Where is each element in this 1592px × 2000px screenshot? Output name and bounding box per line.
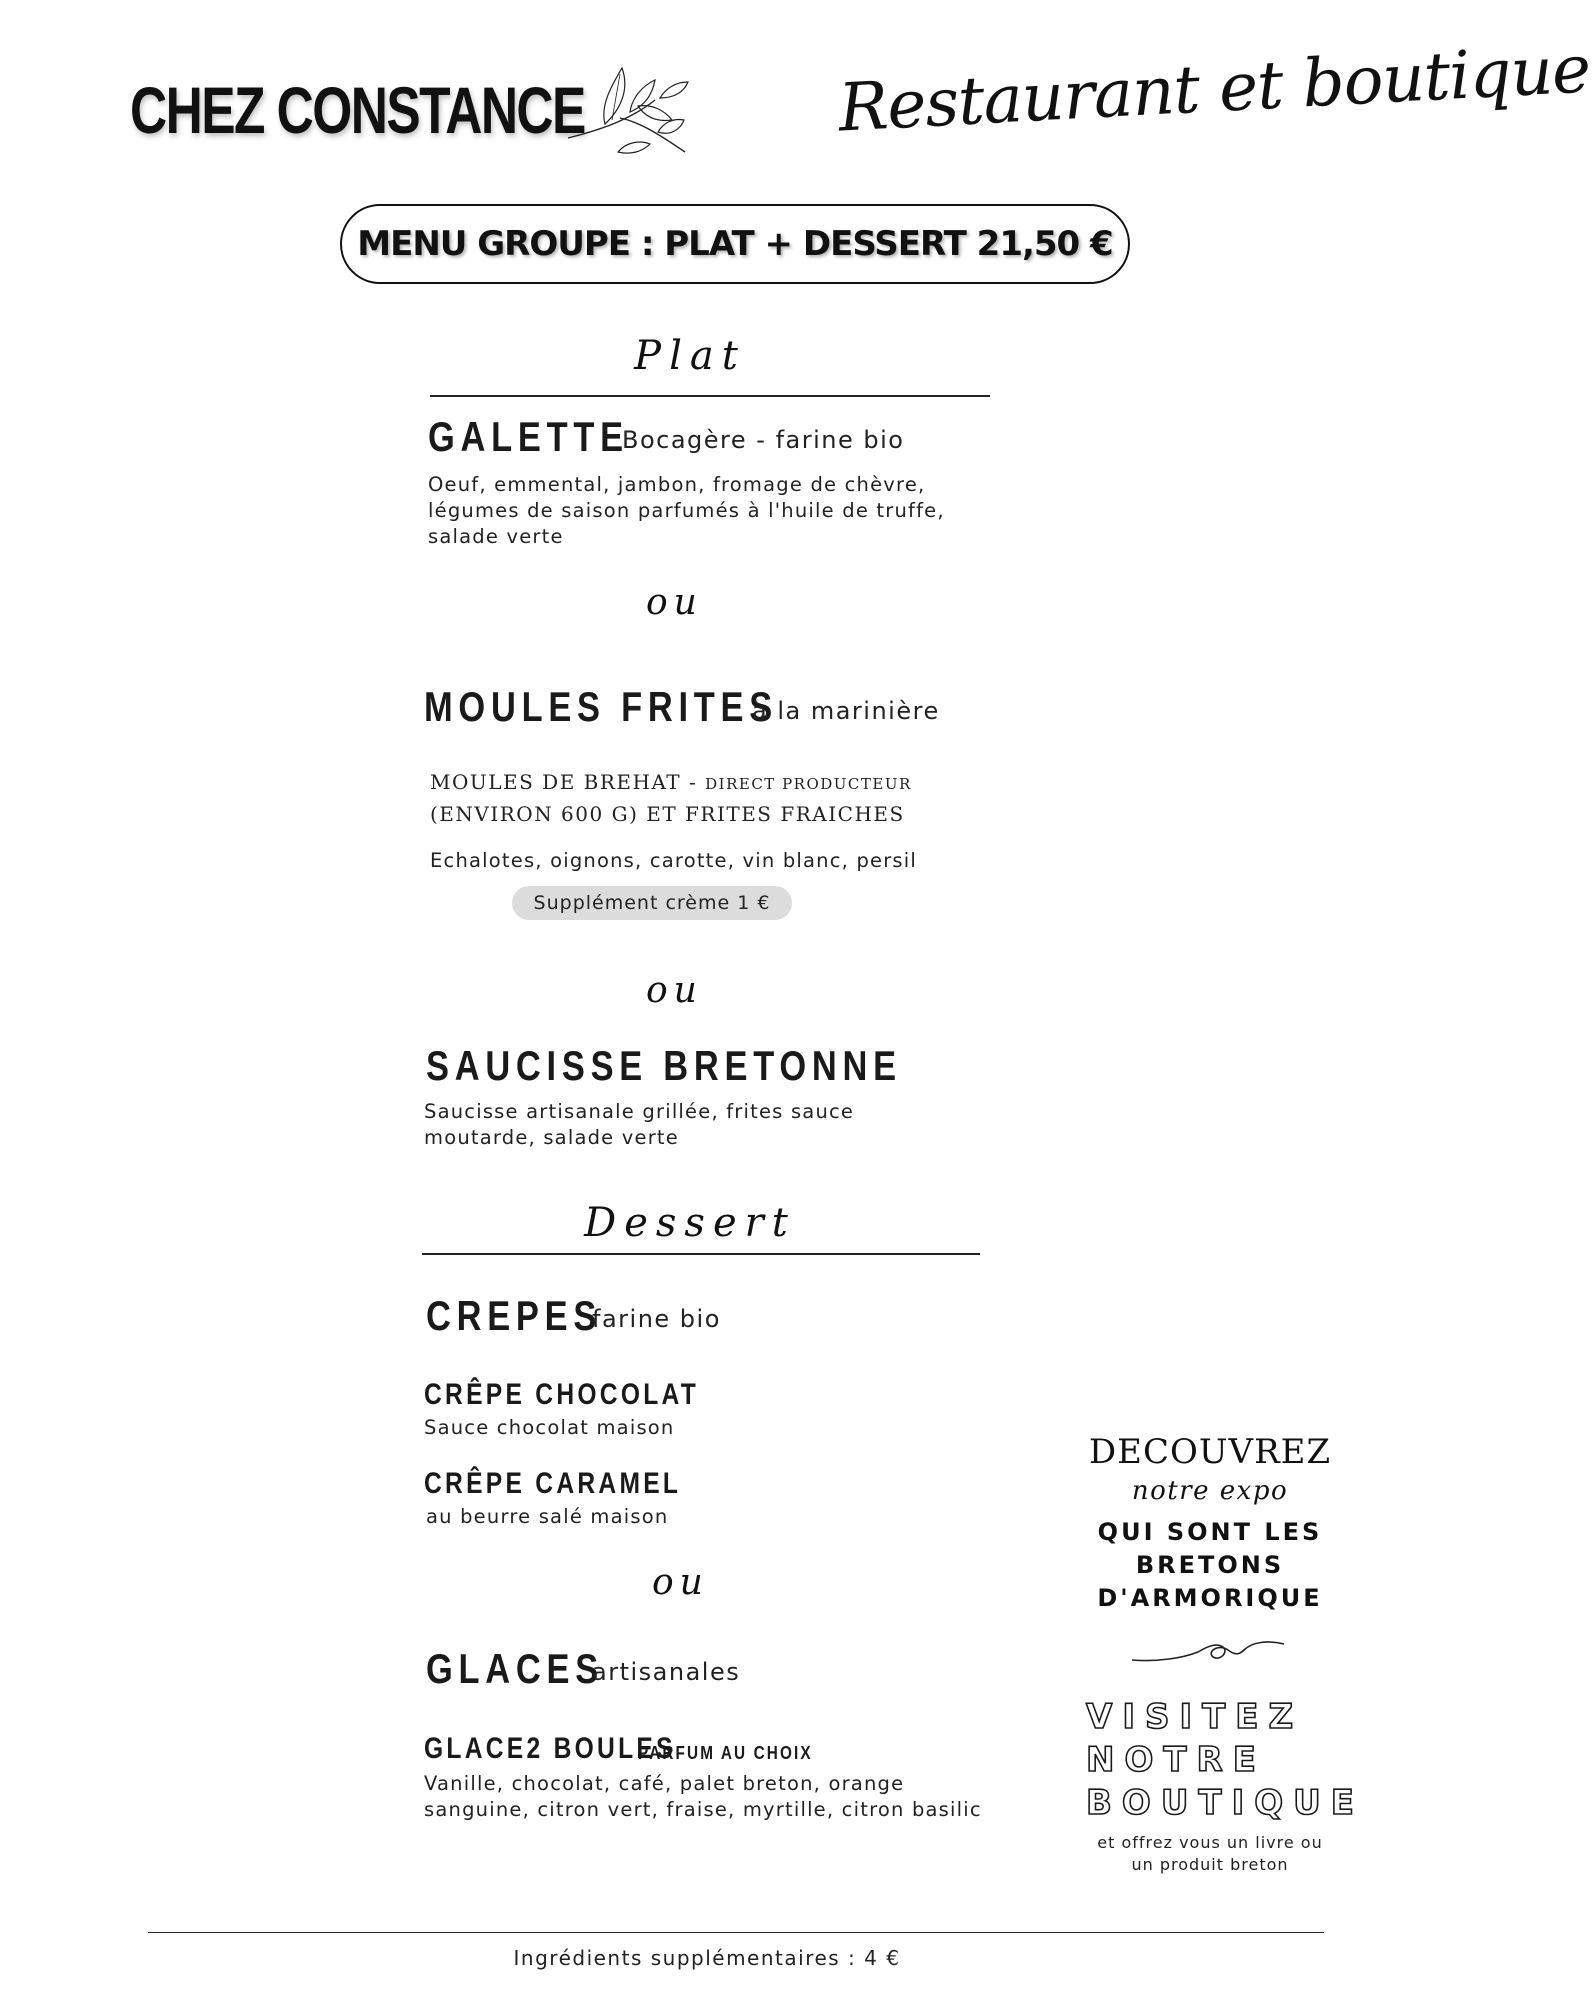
crepe-item-desc: Sauce chocolat maison (424, 1416, 675, 1439)
crepe-item-desc: au beurre salé maison (426, 1505, 669, 1528)
brand-title: CHEZ CONSTANCE (130, 73, 585, 147)
dish-title-galette: GALETTE (428, 413, 629, 460)
divider (422, 1253, 980, 1255)
footer-divider (148, 1932, 1324, 1933)
dish-title-moules: MOULES FRITES (424, 683, 778, 730)
boutique-callout (1086, 1696, 1364, 1825)
dish-title-crepes: CREPES (426, 1292, 603, 1339)
glace-item-note: PARFUM AU CHOIX (638, 1743, 813, 1763)
flourish-icon (1128, 1632, 1288, 1672)
section-heading-plat: Plat (634, 333, 746, 379)
restaurant-tagline: Restaurant et boutique (836, 30, 1592, 147)
boutique-line: VISITEZ (1086, 1697, 1304, 1737)
dish-subtitle-crepes: farine bio (592, 1305, 721, 1333)
dish-title-saucisse: SAUCISSE BRETONNE (426, 1042, 902, 1089)
separator-ou: ou (652, 1562, 709, 1603)
dish-subtitle-moules: a la marinière (752, 697, 940, 725)
expo-title-line: D'ARMORIQUE (1097, 1584, 1323, 1612)
dish-subtitle-galette: Bocagère - farine bio (622, 426, 905, 454)
supplement-badge: Supplément crème 1 € (512, 886, 792, 920)
moules-ingredients: Echalotes, oignons, carotte, vin blanc, persil (430, 849, 918, 872)
leaf-branch-icon (560, 60, 700, 160)
expo-promo (1070, 1432, 1350, 1615)
promo-heading: DECOUVREZ (1088, 1432, 1332, 1472)
separator-ou: ou (646, 582, 703, 623)
moules-quantity: (ENVIRON 600 G) ET FRITES FRAICHES (430, 802, 905, 826)
dish-description-galette: Oeuf, emmental, jambon, fromage de chèvre, légumes de saison parfumés à l'huile de truffe, salade verte (428, 473, 945, 548)
crepe-item-name: CRÊPE CHOCOLAT (424, 1378, 700, 1411)
glace-item-name: GLACE2 BOULES (424, 1732, 676, 1765)
boutique-line: NOTRE (1086, 1740, 1266, 1780)
moules-origin: MOULES DE BREHAT - DIRECT PRODUCTEUR (430, 770, 912, 794)
separator-ou: ou (646, 970, 703, 1011)
dish-title-glaces: GLACES (426, 1645, 604, 1692)
expo-title-line: BRETONS (1135, 1551, 1285, 1579)
section-heading-dessert: Dessert (584, 1200, 796, 1246)
footer-note: Ingrédients supplémentaires : 4 € (513, 1946, 901, 1970)
dish-subtitle-glaces: artisanales (592, 1658, 741, 1686)
dish-description-glaces: Vanille, chocolat, café, palet breton, orange sanguine, citron vert, fraise, myrtille, citron basilic (424, 1772, 982, 1821)
dish-description-saucisse: Saucisse artisanale grillée, frites sauce moutarde, salade verte (424, 1100, 855, 1149)
expo-title-line: QUI SONT LES (1097, 1518, 1323, 1546)
menu-banner (340, 204, 1130, 284)
promo-subheading: notre expo (1131, 1476, 1289, 1506)
menu-banner-text: MENU GROUPE : PLAT + DESSERT 21,50 € (357, 224, 1113, 264)
crepe-item-name: CRÊPE CARAMEL (424, 1467, 682, 1500)
boutique-line: BOUTIQUE (1086, 1783, 1365, 1823)
divider (430, 395, 990, 397)
boutique-offer: et offrez vous un livre ou un produit breton (1097, 1833, 1323, 1874)
